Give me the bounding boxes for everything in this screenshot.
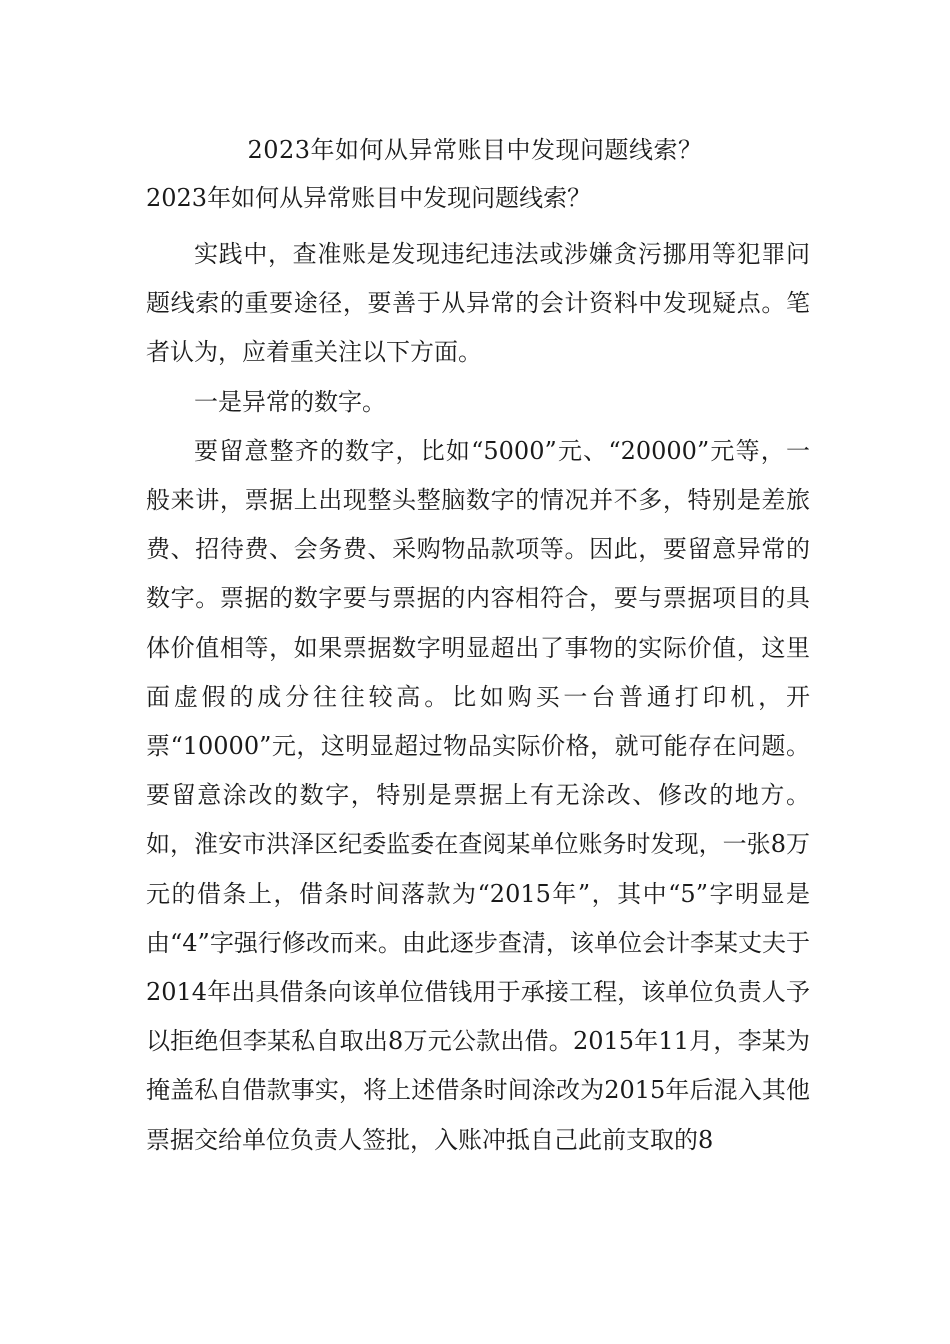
document-subtitle: 2023年如何从异常账目中发现问题线索？ [146,184,592,212]
document-title: 2023年如何从异常账目中发现问题线索？ [247,136,703,164]
document-body [146,230,810,1165]
paragraph-heading-1: 一是异常的数字。 [194,387,386,416]
paragraph-numbers: 要留意整齐的数字，比如“5000”元、“20000”元等，一般来讲，票据上出现整头整脑数字的情况并不多，特别是差旅费、招待费、会务费、采购物品款项等。因此，要留意异常的数字。票据的数字要与票据的内容相符合，要与票据项目的具体价值相等，如果票据数字明显超出了事物的实际价值，这里面虚假的成分往往较高。比如购买一台普通打印机，开票“10000”元，这明显超过物品实际价格，就可能存在问题。要留意涂改的数字，特别是票据上有无涂改、修改的地方。如，淮安市洪泽区纪委监委在查阅某单位账务时发现，一张8万元的借条上，借条时间落款为“2015年”，其中“5”字明显是由“4”字强行修改而来。由此逐步查清，该单位会计李某丈夫于2014年出具借条向该单位借钱用于承接工程，该单位负责人予以拒绝但李某私自取出8万元公款出借。2015年11月，李某为掩盖私自借款事实，将上述借条时间涂改为2015年后混入其他票据交给单位负责人签批，入账冲抵自己此前支取的8 [146,436,810,1154]
paragraph-intro: 实践中，查准账是发现违纪违法或涉嫌贪污挪用等犯罪问题线索的重要途径，要善于从异常的会计资料中发现疑点。笔者认为，应着重关注以下方面。 [146,240,810,367]
